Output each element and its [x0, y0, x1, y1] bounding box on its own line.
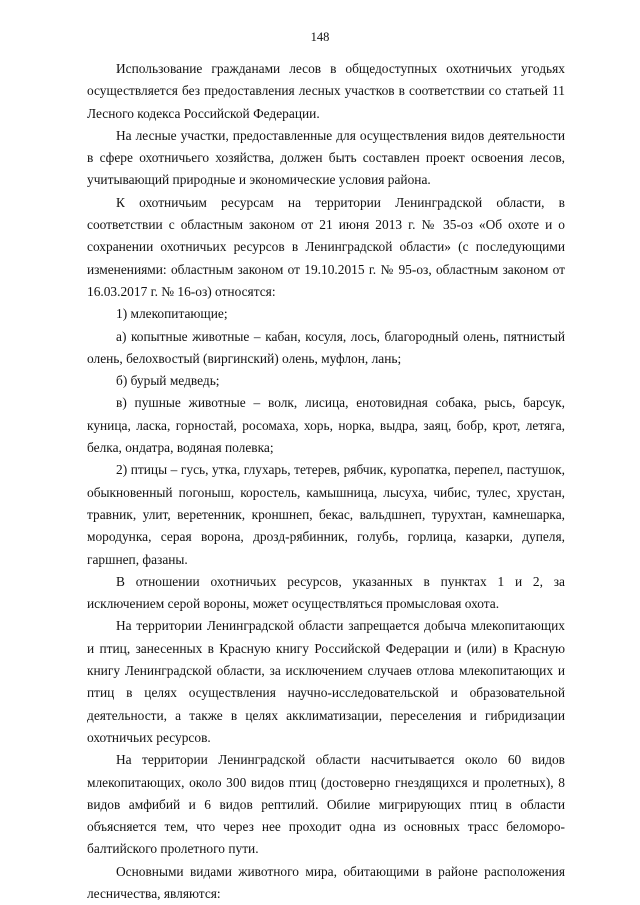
paragraph: Использование гражданами лесов в общедоступных охотничьих угодьях осуществляется без предоставления лесных участков в соответствии со статьей 11 Лесного кодекса Российской Федерации.: [87, 61, 565, 121]
page-number: 148: [310, 30, 330, 44]
list-item: б) бурый медведь;: [116, 373, 220, 389]
list-item: а) копытные животные – кабан, косуля, лось, благородный олень, пятнистый олень, белохвостый (виргинский) олень, муфлон, лань;: [87, 328, 565, 366]
document-body: [87, 58, 565, 905]
list-item: 1) млекопитающие;: [116, 306, 228, 322]
paragraph: В отношении охотничьих ресурсов, указанных в пунктах 1 и 2, за исключением серой вороны, может осуществляться промысловая охота.: [87, 573, 565, 612]
paragraph: На лесные участки, предоставленные для осуществления видов деятельности в сфере охотничьего хозяйства, должен быть составлен проект освоения лесов, учитывающий природные и экономические условия района.: [87, 127, 565, 188]
paragraph: На территории Ленинградской области запрещается добыча млекопитающих и птиц, занесенных в Красную книгу Российской Федерации и (или) в Красную книгу Ленинградской области, за исключением случаев отлова млекопитающих и птиц в целях осуществления научно-исследовательской и образовательной деятельности, а также в целях акклиматизации, переселения и гибридизации охотничьих ресурсов.: [87, 618, 565, 745]
list-item: 2) птицы – гусь, утка, глухарь, тетерев, рябчик, куропатка, перепел, пастушок, обыкновенный погоныш, коростель, камышница, лысуха, чибис, тулес, хрустан, травник, улит, веретенник, кроншнеп, бекас, вальдшнеп, турухтан, камнешарка, мородунка, серая ворона, дрозд-рябинник, голубь, горлица, казарки, дупеля, гаршнеп, фазаны.: [87, 462, 565, 567]
list-item: в) пушные животные – волк, лисица, енотовидная собака, рысь, барсук, куница, ласка, горностай, росомаха, хорь, норка, выдра, заяц, бобр, крот, летяга, белка, ондатра, водяная полевка;: [87, 395, 565, 456]
paragraph: На территории Ленинградской области насчитывается около 60 видов млекопитающих, около 300 видов птиц (достоверно гнездящихся и пролетных), 8 видов амфибий и 6 видов рептилий. Обилие мигрирующих птиц в области объясняется тем, что через нее проходит одна из основных трасс беломоро-балтийского пролетного пути.: [87, 752, 565, 857]
paragraph: К охотничьим ресурсам на территории Ленинградской области, в соответствии с областным законом от 21 июня 2013 г. № 35-оз «Об охоте и о сохранении охотничьих ресурсов в Ленинградской области» (с последующими изменениями: областным законом от 19.10.2015 г. № 95-оз, областным законом от 16.03.2017 г. № 16-оз) относятся:: [87, 194, 565, 299]
paragraph: Основными видами животного мира, обитающими в районе расположения лесничества, являются:: [87, 863, 565, 901]
